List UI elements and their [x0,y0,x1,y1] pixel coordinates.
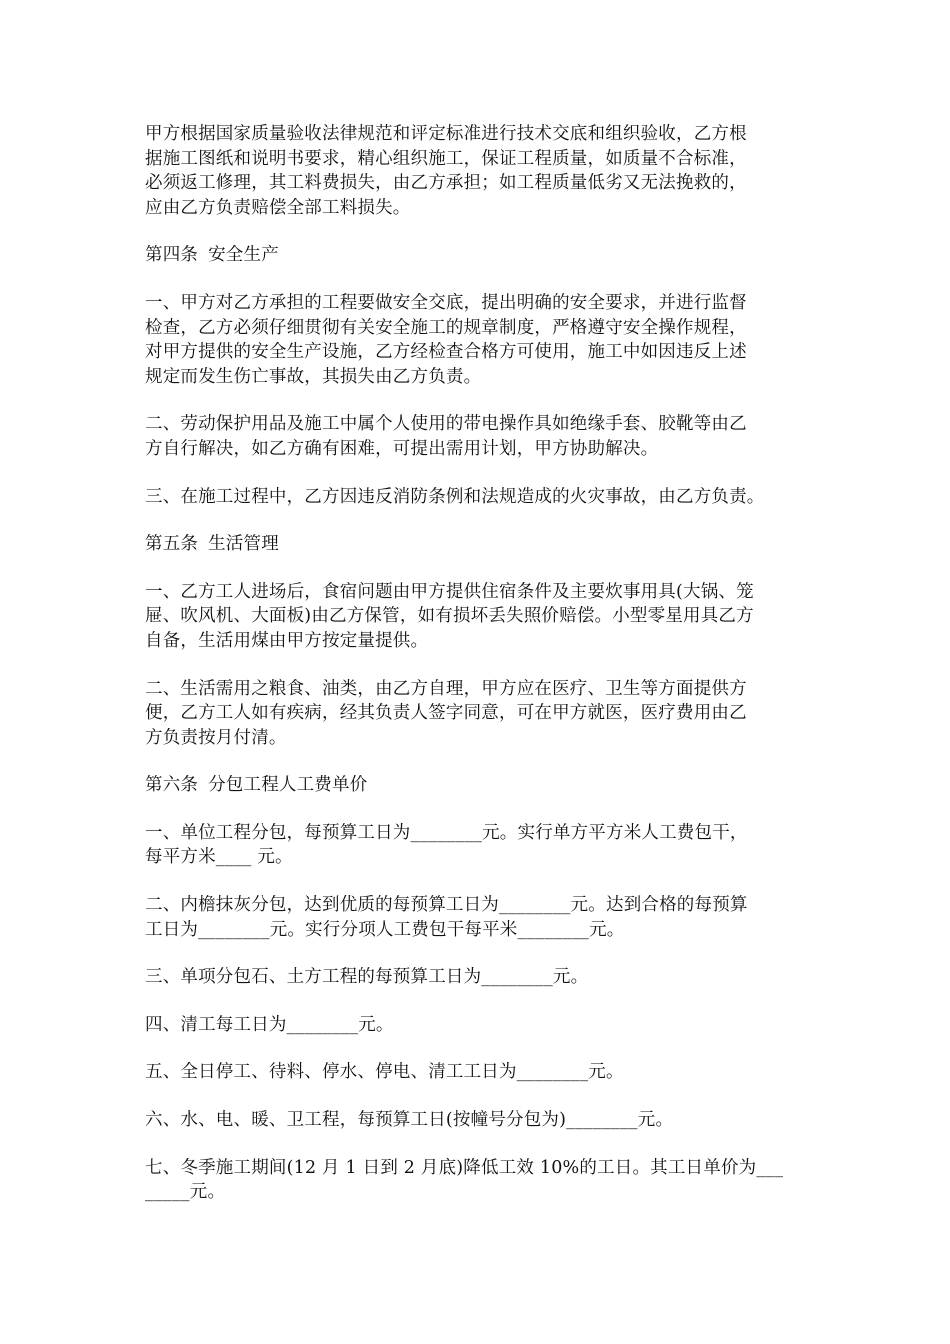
article-number: 第六条 [145,775,199,796]
article-title: 生活管理 [208,534,279,555]
article-6-item-1 [145,821,810,870]
text-line: 屉、吹风机、大面板)由乙方保管，如有损坏丢失照价赔偿。小型零星用具乙方 [145,606,754,627]
text-line: 规定而发生伤亡事故，其损失由乙方负责。 [145,366,482,387]
text-line: 一、单位工程分包，每预算工日为________元。实行单方平方米人工费包干， [145,822,748,843]
text-line: 三、单项分包石、土方工程的每预算工日为________元。 [145,967,589,988]
article-6-heading [145,773,810,798]
article-4-item-3 [145,485,810,510]
quality-paragraph [145,122,810,220]
text-line: 甲方根据国家质量验收法律规范和评定标准进行技术交底和组织验收，乙方根 [145,124,747,144]
article-6-item-7 [145,1156,810,1205]
text-line: 五、全日停工、待料、停水、停电、清工工日为________元。 [145,1062,624,1083]
text-line: 一、乙方工人进场后，食宿问题由甲方提供住宿条件及主要炊事用具(大锅、笼 [145,581,754,602]
text-line: 二、劳动保护用品及施工中属个人使用的带电操作具如绝缘手套、胶靴等由乙 [145,414,747,435]
text-line: 六、水、电、暖、卫工程，每预算工日(按幢号分包为)________元。 [145,1110,674,1131]
text-line: 一、甲方对乙方承担的工程要做安全交底，提出明确的安全要求，并进行监督 [145,292,747,313]
article-5-heading [145,532,810,557]
text-line: 二、内檐抹灰分包，达到优质的每预算工日为________元。达到合格的每预算 [145,895,748,916]
article-6-item-4 [145,1013,810,1038]
text-line: 二、生活需用之粮食、油类，由乙方自理，甲方应在医疗、卫生等方面提供方 [145,678,747,699]
text-line: 七、冬季施工期间(12 月 1 日到 2 月底)降低工效 10%的工日。其工日单价为___ [145,1157,784,1178]
text-line: 便，乙方工人如有疾病，经其负责人签字同意，可在甲方就医，医疗费用由乙 [145,703,747,724]
text-line: 检查，乙方必须仔细贯彻有关安全施工的规章制度，严格遵守安全操作规程， [145,317,747,338]
article-6-item-3 [145,965,810,990]
text-line: 四、清工每工日为________元。 [145,1014,394,1035]
article-5-item-1 [145,580,810,654]
text-line: 方负责按月付清。 [145,727,287,748]
article-number: 第五条 [145,534,199,555]
article-6-item-5 [145,1060,810,1085]
text-line: 方自行解决，如乙方确有困难，可提出需用计划，甲方协助解决。 [145,438,659,459]
article-4-heading [145,243,810,268]
text-line: 对甲方提供的安全生产设施，乙方经检查合格方可使用，施工中如因违反上述 [145,342,747,363]
article-4-item-1 [145,291,810,389]
article-6-item-2 [145,893,810,942]
text-line: 应由乙方负责赔偿全部工料损失。 [145,197,411,218]
text-line: 三、在施工过程中，乙方因违反消防条例和法规造成的火灾事故，由乙方负责。 [145,486,765,507]
text-line: 每平方米____ 元。 [145,847,293,868]
text-line: 必须返工修理，其工料费损失，由乙方承担；如工程质量低劣又无法挽救的， [145,173,747,194]
text-line: 工日为________元。实行分项人工费包干每平米________元。 [145,919,625,940]
article-5-item-2 [145,677,810,751]
text-line: _____元。 [145,1182,226,1203]
article-number: 第四条 [145,245,199,266]
text-line: 自备，生活用煤由甲方按定量提供。 [145,630,429,651]
article-6-item-6 [145,1108,810,1133]
text-line: 据施工图纸和说明书要求，精心组织施工，保证工程质量，如质量不合标准， [145,148,747,169]
article-4-item-2 [145,412,810,461]
document-page [145,122,810,1228]
article-title: 分包工程人工费单价 [208,775,368,796]
article-title: 安全生产 [208,245,279,266]
